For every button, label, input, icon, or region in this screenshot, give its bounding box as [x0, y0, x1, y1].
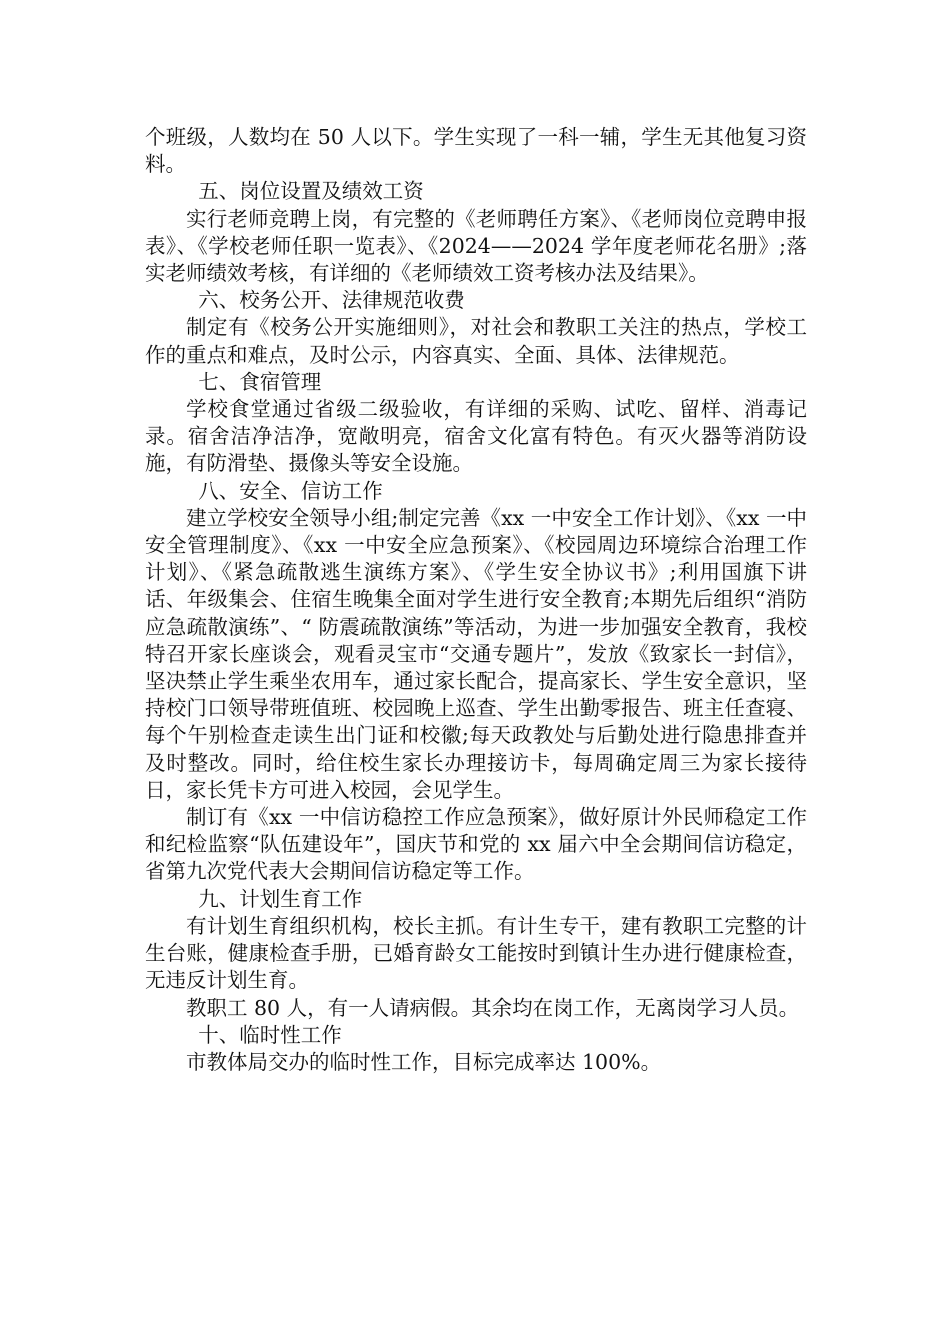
- paragraph-petition: 制订有《xx 一中信访稳控工作应急预案》，做好原计外民师稳定工作和纪检监察“队伍建设年”，国庆节和党的 xx 届六中全会期间信访稳定，省第九次党代表大会期间信访稳定等工作。: [145, 805, 807, 884]
- paragraph-family-planning: 有计划生育组织机构，校长主抓。有计生专干，建有教职工完整的计生台账，健康检查手册，已婚育龄女工能按时到镇计生办进行健康检查，无违反计划生育。: [145, 913, 807, 993]
- paragraph-job-positions: 实行老师竞聘上岗，有完整的《老师聘任方案》、《老师岗位竞聘申报表》、《学校老师任职一览表》、《2024——2024 学年度老师花名册》;落实老师绩效考核，有详细的《老师绩效工资考核办法及结果》。: [145, 206, 807, 286]
- section-heading-7: 七、食宿管理: [198, 369, 322, 394]
- section-heading-8: 八、安全、信访工作: [198, 478, 383, 503]
- paragraph-school-affairs: 制定有《校务公开实施细则》，对社会和教职工关注的热点，学校工作的重点和难点，及时公示，内容真实、全面、具体、法律规范。: [145, 315, 807, 367]
- paragraph-safety: 建立学校安全领导小组;制定完善《xx 一中安全工作计划》、《xx 一中安全管理制度》、《xx 一中安全应急预案》、《校园周边环境综合治理工作计划》、《紧急疏散逃生演练方案》、《学生安全协议书》;利用国旗下讲话、年级集会、住宿生晚集全面对学生进行安全教育;本期先后组织“消防应急疏散演练”、“ 防震疏散演练”等活动，为进一步加强安全教育，我校特召开家长座谈会，观看灵宝市“交通专题片”，发放《致家长一封信》，坚决禁止学生乘坐农用车，通过家长配合，提高家长、学生安全意识，坚持校门口领导带班值班、校园晚上巡查、学生出勤零报告、班主任查寝、每个午别检查走读生出门证和校徽;每天政教处与后勤处进行隐患排查并及时整改。同时，给住校生家长办理接访卡，每周确定周三为家长接待日，家长凭卡方可进入校园，会见学生。: [145, 505, 807, 802]
- document-page: [145, 124, 807, 1076]
- section-heading-6: 六、校务公开、法律规范收费: [198, 288, 465, 313]
- paragraph-canteen-dorm: 学校食堂通过省级二级验收，有详细的采购、试吃、留样、消毒记录。宿舍洁净洁净，宽敞明亮，宿舍文化富有特色。有灭火器等消防设施，有防滑垫、摄像头等安全设施。: [145, 397, 807, 476]
- section-heading-10: 十、临时性工作: [198, 1022, 342, 1047]
- paragraph-temporary-work: 市教体局交办的临时性工作，目标完成率达 100%。: [186, 1049, 662, 1074]
- paragraph-staff: 教职工 80 人，有一人请病假。其余均在岗工作，无离岗学习人员。: [186, 995, 800, 1020]
- section-heading-9: 九、计划生育工作: [198, 886, 363, 911]
- paragraph-class-size: 个班级，人数均在 50 人以下。学生实现了一科一辅，学生无其他复习资料。: [145, 125, 807, 177]
- section-heading-5: 五、岗位设置及绩效工资: [198, 179, 424, 204]
